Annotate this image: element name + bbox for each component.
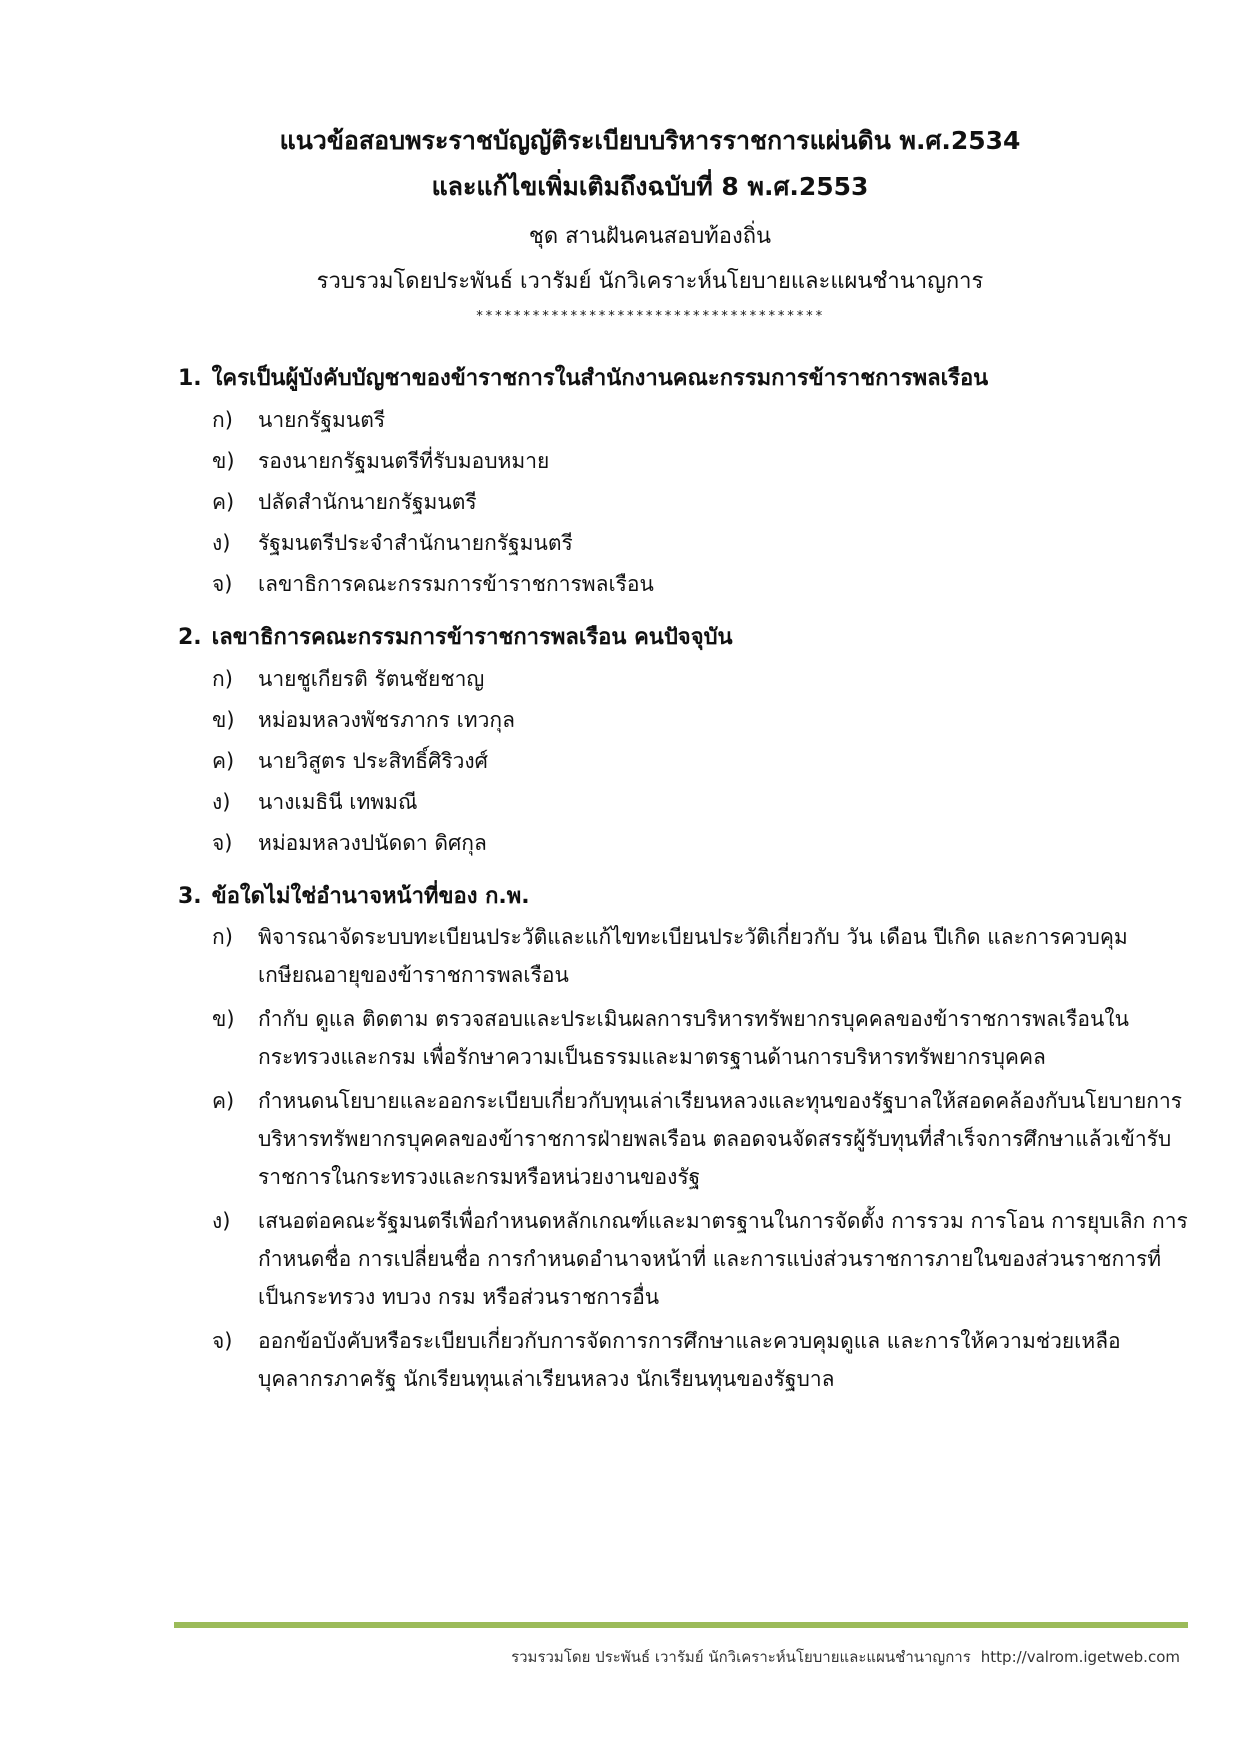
choice-label: จ) (212, 831, 233, 855)
choice-text: กำกับ ดูแล ติดตาม ตรวจสอบและประเมินผลการบริหารทรัพยากรบุคคลของข้าราชการพลเรือนในกระทรวงและกรม เพื่อรักษาความเป็นธรรมและมาตรฐานด้านการบริหารทรัพยากรบุคคล (258, 1007, 1129, 1069)
question-2 (178, 621, 1190, 864)
question-1 (178, 362, 1190, 605)
question-number: 2. (178, 625, 202, 650)
choice-item (178, 564, 1190, 605)
choice-label: ค) (212, 490, 235, 514)
choice-label: ง) (212, 531, 231, 555)
choice-label: ค) (212, 1089, 235, 1113)
choice-item (178, 441, 1190, 482)
question-text: ใครเป็นผู้บังคับบัญชาของข้าราชการในสำนักงานคณะกรรมการข้าราชการพลเรือน (211, 366, 989, 391)
choice-label: ข) (212, 708, 235, 732)
choice-item (178, 918, 1190, 994)
choice-label: จ) (212, 1329, 233, 1353)
choice-text: หม่อมหลวงพัชรภากร เทวกุล (258, 708, 515, 732)
choice-text: ปลัดสำนักนายกรัฐมนตรี (258, 490, 477, 514)
document-header (150, 118, 1150, 327)
choice-label: ค) (212, 749, 235, 773)
choice-label: ง) (212, 1209, 231, 1233)
choice-text: ออกข้อบังคับหรือระเบียบเกี่ยวกับการจัดการการศึกษาและควบคุมดูแล และการให้ความช่วยเหลือบุคลากรภาครัฐ นักเรียนทุนเล่าเรียนหลวง นักเรียนทุนของรัฐบาล (258, 1329, 1121, 1391)
choice-item (178, 523, 1190, 564)
choice-text: รองนายกรัฐมนตรีที่รับมอบหมาย (258, 449, 550, 473)
choice-item (178, 782, 1190, 823)
footer-url: http://valrom.igetweb.com (980, 1648, 1180, 1666)
series-name: ชุด สานฝันคนสอบท้องถิ่น (528, 224, 772, 249)
choice-text: นายกรัฐมนตรี (258, 408, 386, 432)
question-number: 3. (178, 884, 202, 909)
choice-label: ก) (212, 925, 233, 949)
choice-item (178, 1322, 1190, 1398)
question-list (178, 362, 1190, 1414)
question-text: เลขาธิการคณะกรรมการข้าราชการพลเรือน คนปัจจุบัน (211, 625, 733, 650)
choice-label: จ) (212, 572, 233, 596)
choice-label: ง) (212, 790, 231, 814)
choice-label: ข) (212, 449, 235, 473)
choice-item (178, 1202, 1190, 1316)
question-number: 1. (178, 366, 202, 391)
question-heading (178, 880, 1190, 914)
choice-label: ก) (212, 408, 233, 432)
question-text: ข้อใดไม่ใช่อำนาจหน้าที่ของ ก.พ. (211, 884, 530, 909)
choice-text: เลขาธิการคณะกรรมการข้าราชการพลเรือน (258, 572, 654, 596)
choice-item (178, 1082, 1190, 1196)
document-title-line-1: แนวข้อสอบพระราชบัญญัติระเบียบบริหารราชการแผ่นดิน พ.ศ.2534 (279, 126, 1021, 155)
footer-credit: รวมรวมโดย ประพันธ์ เวารัมย์ นักวิเคราะห์นโยบายและแผนชำนาญการ (511, 1648, 971, 1666)
choice-text: กำหนดนโยบายและออกระเบียบเกี่ยวกับทุนเล่าเรียนหลวงและทุนของรัฐบาลให้สอดคล้องกับนโยบายการบริหารทรัพยากรบุคคลของข้าราชการฝ่ายพลเรือน ตลอดจนจัดสรรผู้รับทุนที่สำเร็จการศึกษาแล้วเข้ารับราชการในกระทรวงและกรมหรือหน่วยงานของรัฐ (258, 1089, 1183, 1189)
document-title-line-2: และแก้ไขเพิ่มเติมถึงฉบับที่ 8 พ.ศ.2553 (431, 172, 869, 201)
choice-text: เสนอต่อคณะรัฐมนตรีเพื่อกำหนดหลักเกณฑ์และมาตรฐานในการจัดตั้ง การรวม การโอน การยุบเลิก การกำหนดชื่อ การเปลี่ยนชื่อ การกำหนดอำนาจหน้าที่ และการแบ่งส่วนราชการภายในของส่วนราชการที่เป็นกระทรวง ทบวง กรม หรือส่วนราชการอื่น (258, 1209, 1188, 1309)
choice-text: หม่อมหลวงปนัดดา ดิศกุล (258, 831, 487, 855)
footer-divider (174, 1622, 1188, 1628)
choice-item (178, 1000, 1190, 1076)
choice-text: พิจารณาจัดระบบทะเบียนประวัติและแก้ไขทะเบียนประวัติเกี่ยวกับ วัน เดือน ปีเกิด และการควบคุมเกษียณอายุของข้าราชการพลเรือน (258, 925, 1128, 987)
choice-text: รัฐมนตรีประจำสำนักนายกรัฐมนตรี (258, 531, 573, 555)
choice-item (178, 482, 1190, 523)
choice-item (178, 659, 1190, 700)
choice-text: นายวิสูตร ประสิทธิ์ศิริวงศ์ (258, 749, 489, 773)
choice-text: นายชูเกียรติ รัตนชัยชาญ (258, 667, 485, 691)
question-heading (178, 621, 1190, 655)
choice-item (178, 400, 1190, 441)
question-3 (178, 880, 1190, 1398)
question-heading (178, 362, 1190, 396)
choice-item (178, 741, 1190, 782)
asterisk-separator: ************************************* (475, 309, 825, 324)
page-footer (511, 1647, 1180, 1667)
compiler-credit: รวบรวมโดยประพันธ์ เวารัมย์ นักวิเคราะห์นโยบายและแผนชำนาญการ (316, 269, 984, 294)
choice-item (178, 823, 1190, 864)
choice-text: นางเมธินี เทพมณี (258, 790, 418, 814)
choice-label: ข) (212, 1007, 235, 1031)
choice-item (178, 700, 1190, 741)
choice-label: ก) (212, 667, 233, 691)
